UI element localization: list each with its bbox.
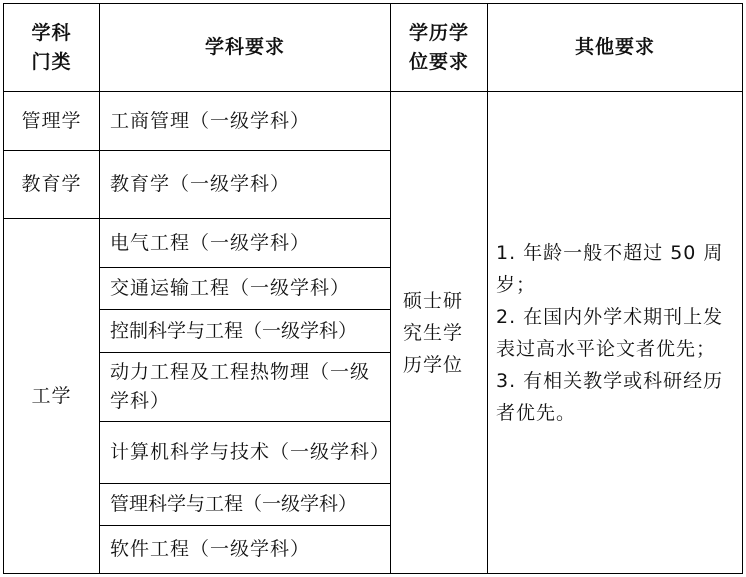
discipline-text: 电气工程（一级学科） [110,231,311,254]
discipline-text: 动力工程及工程热物理（一级学科） [110,361,371,412]
discipline-cell [100,151,390,218]
header-category-text: 学科 门类 [31,21,72,73]
discipline-text: 管理科学与工程（一级学科） [110,493,358,515]
table-border-bottom [3,573,743,574]
other-requirements-text: 1. 年龄一般不超过 50 周岁； 2. 在国内外学术期刊上发表过高水平论文者优先； 3. 有相关教学或科研经历者优先。 [496,241,724,424]
discipline-cell [100,310,390,352]
category-management [4,92,99,150]
discipline-text: 工商管理（一级学科） [110,109,311,132]
discipline-cell [100,353,390,421]
header-other [488,4,742,91]
header-category [4,4,99,91]
discipline-cell [100,92,390,150]
table-border-right [742,3,743,574]
discipline-cell [100,484,390,525]
discipline-cell [100,526,390,573]
discipline-cell [100,268,390,309]
header-discipline-text: 学科要求 [204,36,285,58]
discipline-cell [100,219,390,267]
discipline-text: 交通运输工程（一级学科） [110,277,351,299]
header-other-text: 其他要求 [574,36,655,58]
header-degree [391,4,487,91]
discipline-text: 计算机科学与技术（一级学科） [110,441,391,463]
discipline-text: 教育学（一级学科） [110,173,291,195]
degree-requirement-cell [391,92,487,573]
header-discipline [100,4,390,91]
requirements-table [3,3,743,574]
discipline-text: 控制科学与工程（一级学科） [110,319,358,342]
category-education-text: 教育学 [21,173,82,195]
category-education [4,151,99,218]
header-degree-text: 学历学 位要求 [408,21,469,73]
category-engineering [4,219,99,573]
category-engineering-text: 工学 [31,384,72,407]
discipline-text: 软件工程（一级学科） [110,538,311,560]
discipline-cell [100,422,390,483]
category-management-text: 管理学 [21,109,82,132]
other-requirements-cell [488,92,742,573]
degree-requirement-text: 硕士研究生学历学位 [403,289,464,376]
